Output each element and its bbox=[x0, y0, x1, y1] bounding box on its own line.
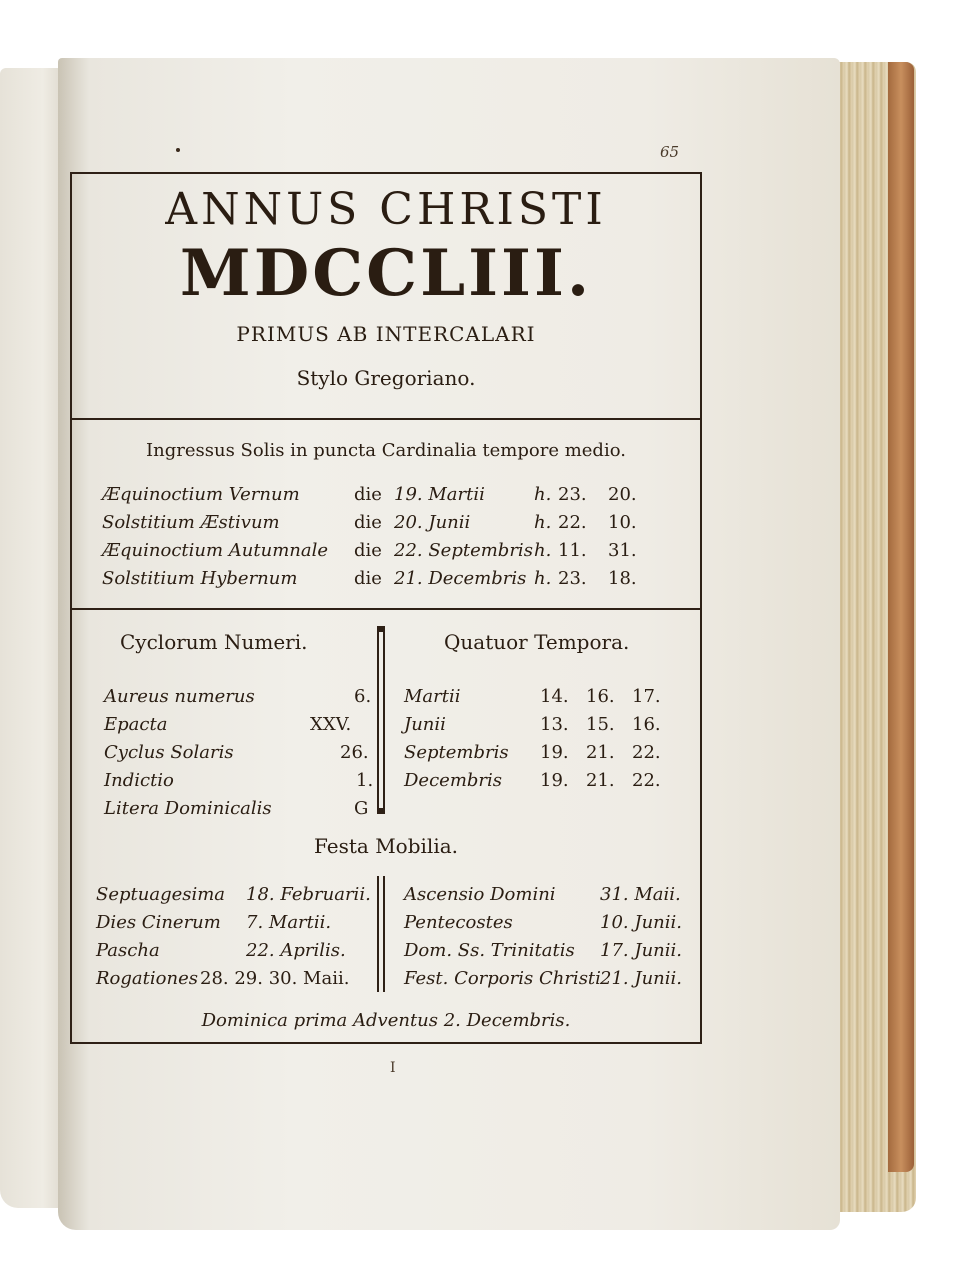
quatuor-heading: Quatuor Tempora. bbox=[444, 630, 630, 654]
title-stylo: Stylo Gregoriano. bbox=[296, 366, 476, 390]
festa-heading: Festa Mobilia. bbox=[314, 834, 458, 858]
title-year: MDCCLIII. bbox=[179, 236, 593, 311]
signature-mark: I bbox=[390, 1060, 396, 1076]
cycli-heading: Cyclorum Numeri. bbox=[120, 630, 308, 654]
title-annus: ANNUS CHRISTI bbox=[165, 184, 607, 235]
ink-dot bbox=[176, 148, 180, 152]
rule-top bbox=[72, 418, 700, 420]
cover-board bbox=[888, 62, 914, 1172]
calendar-frame: ANNUS CHRISTI MDCCLIII. PRIMUS AB INTERCALARI Stylo Gregoriano. Ingressus Solis in puncta Cardinalia tempore medio. Æquinoctium Vernum die 19. Martii h. 23. 20. Solstitium Æstivum die 20. Junii h. 22. 10. Æquinoctium Autumnale die 22. Septembris h. 11. 31. Solstitium Hybernum die 21. Decembris h. 23. 18. Cyclorum Numeri. Quatuor Tempora. Aureus numerus 6. Epacta XXV. Cyclus Solaris 26. Indictio 1. Litera Dominicalis G Martii 14. 16. 17. Junii 13. 15. 16. Septembris 19. 21. 22. Decembris 19. 21. 22. Festa Mobilia. Septuagesima 18. Februarii. Dies Cinerum 7. Martii. Pascha 22. Aprilis. Rogationes 28. 29. 30. Maii. Ascensio Domini 31. Maii. Pentecostes 10. Junii. Dom. Ss. Trinitatis 17. Junii. Fest. Corporis Christi 21. Junii. Dominica prima Adventus 2. Decembris. bbox=[70, 172, 702, 1044]
title-block bbox=[72, 174, 700, 418]
folio-number: 65 bbox=[660, 143, 680, 161]
ingressus-heading: Ingressus Solis in puncta Cardinalia tempore medio. bbox=[146, 440, 626, 461]
festa-divider bbox=[377, 876, 385, 992]
rule-middle bbox=[72, 608, 700, 610]
dominica-adventus: Dominica prima Adventus 2. Decembris. bbox=[201, 1010, 571, 1031]
column-divider-ornament bbox=[377, 626, 385, 814]
title-subtitle: PRIMUS AB INTERCALARI bbox=[236, 322, 536, 346]
